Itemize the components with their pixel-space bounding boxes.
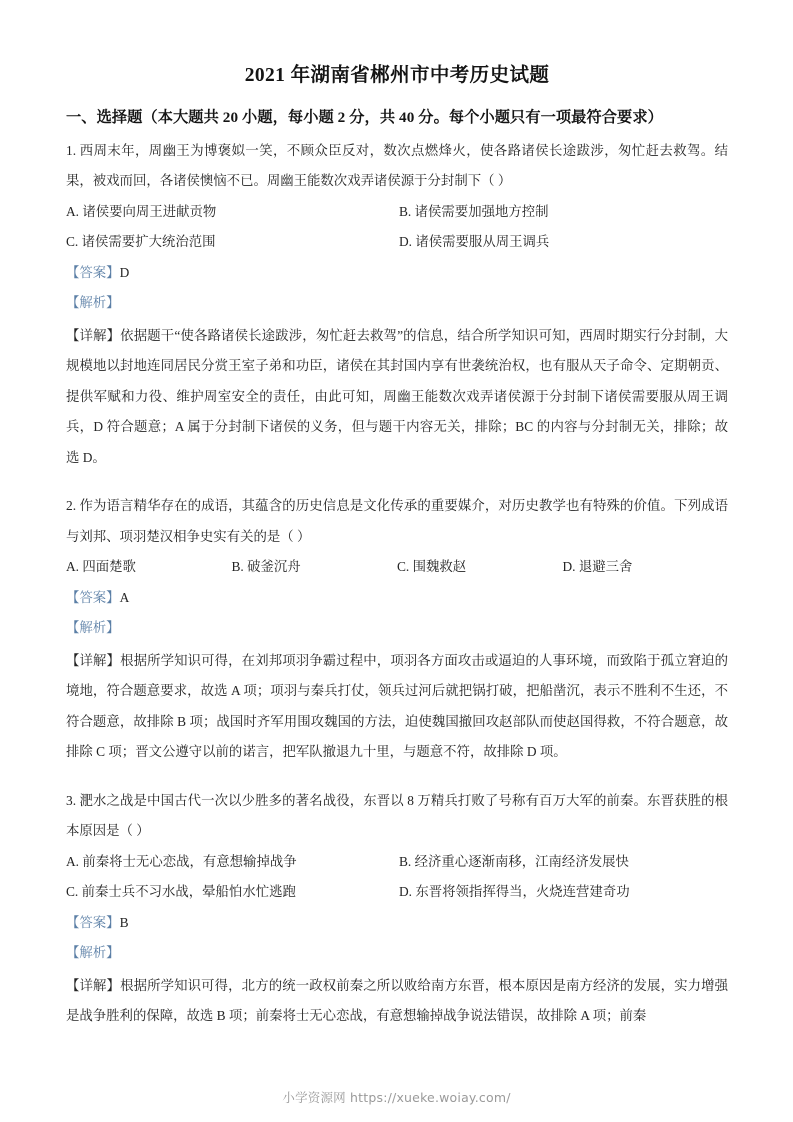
detail-marker: 【详解】 [66, 652, 121, 668]
answer-line [66, 583, 728, 614]
answer-marker: 【答案】 [66, 264, 120, 280]
option-a[interactable]: A. 前秦将士无心恋战，有意想输掉战争 [66, 853, 297, 869]
section-heading: 一、选择题（本大题共 20 小题，每小题 2 分，共 40 分。每个小题只有一项最符合要求） [66, 109, 663, 127]
option-d[interactable]: D. 东晋将领指挥得当，火烧连营建奇功 [399, 884, 630, 900]
question-gap [66, 473, 728, 484]
option-c[interactable]: C. 前秦士兵不习水战，晕船怕水忙逃跑 [66, 884, 296, 900]
answer-line [66, 258, 728, 289]
question-gap [66, 768, 728, 779]
option-a[interactable]: A. 四面楚歌 [66, 559, 136, 575]
detail-text: 根据所学知识可得，北方的统一政权前秦之所以败给南方东晋，根本原因是南方经济的发展，实力增强是战争胜利的保障，故选 B 项；前秦将士无心恋战，有意想输掉战争说法错误，故排除 A 项；前秦 [66, 977, 729, 1024]
analysis-marker: 【解析】 [66, 945, 120, 961]
answer-value: A [119, 589, 130, 605]
analysis-line [66, 288, 728, 319]
analysis-line [66, 938, 728, 969]
answer-marker: 【答案】 [66, 589, 120, 605]
question-stem: 2. 作为语言精华存在的成语，其蕴含的历史信息是文化传承的重要媒介，对历史教学也有特殊的价值。下列成语与刘邦、项羽楚汉相争史实有关的是（ ） [66, 498, 728, 544]
analysis-detail [66, 644, 728, 768]
analysis-marker: 【解析】 [66, 295, 120, 311]
question-options [66, 847, 728, 878]
option-b[interactable]: B. 破釜沉舟 [231, 559, 301, 575]
question-options [66, 552, 728, 583]
detail-text: 依据题干“使各路诸侯长途跋涉，匆忙赶去救驾”的信息，结合所学知识可知，西周时期实行分封制，大规模地以封地连同居民分赏王室子弟和功臣，诸侯在其封国内享有世袭统治权，也有服从天子命令、定期朝贡、提供军赋和力役、维护周室安全的责任，由此可知，周幽王能数次戏弄诸侯源于分封制下诸侯需要服从周王调兵，D 符合题意；A 属于分封制下诸侯的义务，但与题干内容无关，排除；BC 的内容与分封制无关，排除；故选 D。 [66, 327, 729, 465]
answer-line [66, 908, 728, 939]
analysis-detail [66, 319, 728, 474]
option-d[interactable]: D. 退避三舍 [562, 559, 633, 575]
page-content [66, 0, 728, 1032]
detail-marker: 【详解】 [66, 327, 121, 343]
analysis-marker: 【解析】 [66, 620, 120, 636]
analysis-line [66, 613, 728, 644]
question-stem: 3. 淝水之战是中国古代一次以少胜多的著名战役，东晋以 8 万精兵打败了号称有百万大军的前秦。东晋获胜的根本原因是（ ） [66, 792, 728, 839]
option-c[interactable]: C. 诸侯需要扩大统治范围 [66, 234, 216, 250]
question-stem: 1. 西周末年，周幽王为博褒姒一笑，不顾众臣反对，数次点燃烽火，使各路诸侯长途跋涉，匆忙赶去救驾。结果，被戏而回，各诸侯懊恼不已。周幽王能数次戏弄诸侯源于分封制下（ ） [66, 142, 728, 189]
detail-text: 根据所学知识可得，在刘邦项羽争霸过程中，项羽各方面攻击或逼迫的人事环境，而致陷于孤立窘迫的境地，符合题意要求，故选 A 项；项羽与秦兵打仗，领兵过河后就把锅打破，把船凿沉，表示不胜利不生还，不符合题意，故排除 B 项；战国时齐军用围攻魏国的方法，迫使魏国撤回攻赵部队而使赵国得救，不符合题意，故排除 C 项；晋文公遵守以前的诺言，把军队撤退九十里，与题意不符，故排除 D 项。 [66, 652, 729, 760]
option-b[interactable]: B. 经济重心逐渐南移，江南经济发展快 [399, 853, 629, 869]
option-d[interactable]: D. 诸侯需要服从周王调兵 [399, 234, 550, 250]
answer-marker: 【答案】 [66, 914, 120, 930]
option-c[interactable]: C. 围魏救赵 [397, 559, 467, 575]
answer-value: B [119, 914, 129, 930]
question-options [66, 197, 728, 228]
option-a[interactable]: A. 诸侯要向周王进献贡物 [66, 203, 217, 219]
footer-watermark: 小学资源网 https://xueke.woiay.com/ [282, 1090, 511, 1105]
analysis-detail [66, 969, 728, 1032]
question-options [66, 877, 728, 908]
answer-value: D [119, 264, 130, 280]
option-b[interactable]: B. 诸侯需要加强地方控制 [399, 203, 549, 219]
detail-marker: 【详解】 [66, 977, 121, 993]
question-options [66, 227, 728, 258]
page-title: 2021 年湖南省郴州市中考历史试题 [244, 65, 550, 86]
